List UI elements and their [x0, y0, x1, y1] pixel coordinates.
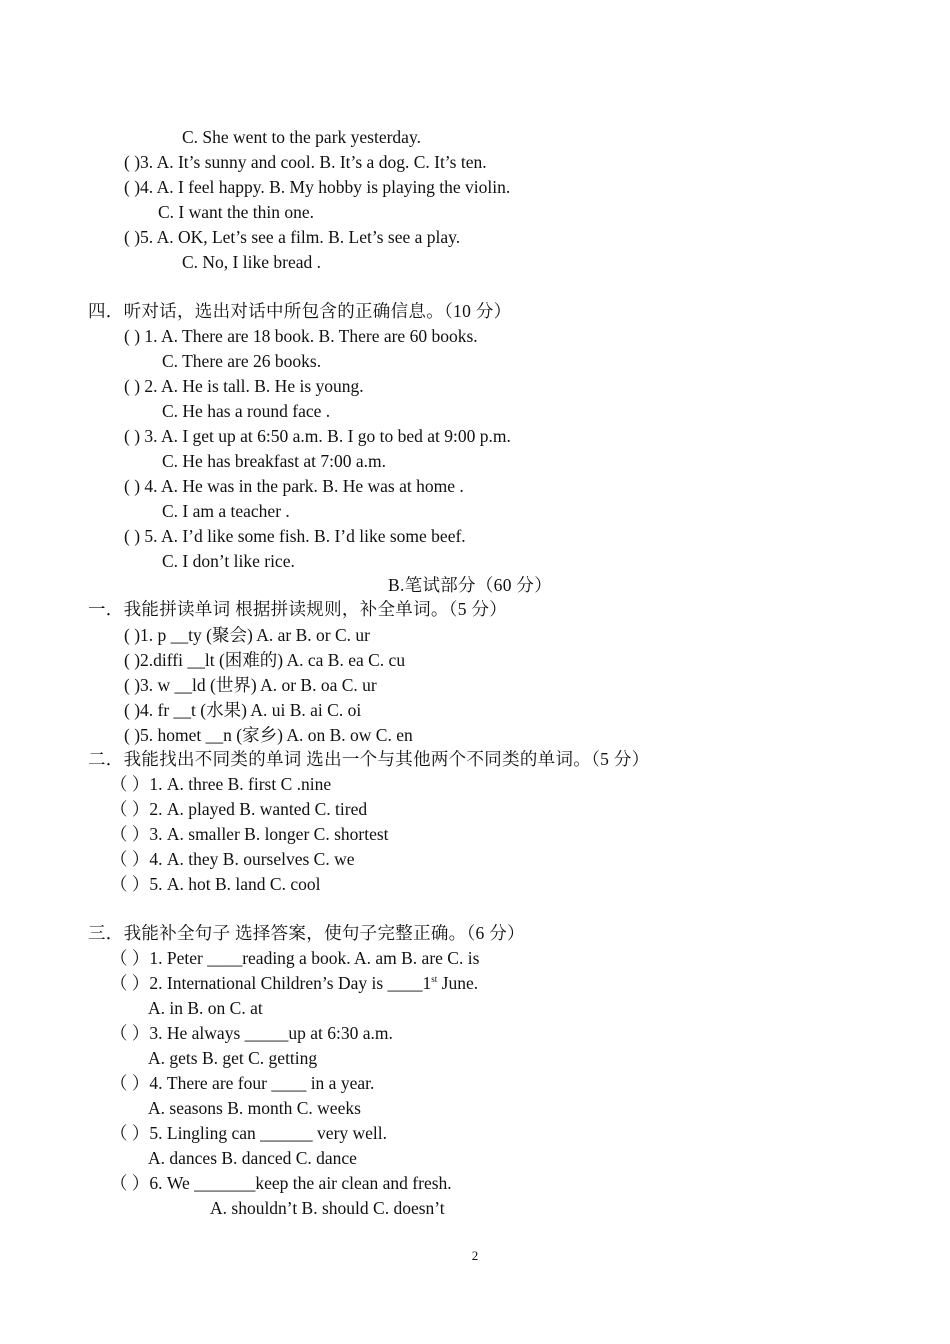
question-line — [182, 251, 321, 273]
question-line — [110, 1072, 374, 1094]
line-text: （ ）1. Peter ____reading a book. A. am B. are C. is — [110, 948, 480, 968]
line-text: A. in B. on C. at — [148, 998, 263, 1018]
question-line — [110, 798, 367, 820]
question-line — [110, 823, 389, 845]
line-text: A. gets B. get C. getting — [148, 1048, 318, 1068]
line-text: 四．听对话，选出对话中所包含的正确信息。（10 分） — [88, 301, 512, 321]
line-text: A. dances B. danced C. dance — [148, 1148, 357, 1168]
line-text: C. He has a round face . — [162, 401, 331, 421]
line-text: ( )3. A. It’s sunny and cool. B. It’s a dog. C. It’s ten. — [124, 152, 487, 172]
question-line — [162, 350, 321, 372]
line-text: 一．我能拼读单词 根据拼读规则，补全单词。（5 分） — [88, 599, 508, 619]
question-line — [124, 375, 364, 397]
question-line — [110, 972, 478, 994]
line-text: ( ) 3. A. I get up at 6:50 a.m. B. I go to bed at 9:00 p.m. — [124, 426, 511, 446]
line-text: C. No, I like bread . — [182, 252, 321, 272]
question-line — [148, 997, 263, 1019]
line-text-after: June. — [437, 973, 479, 993]
line-text: 二．我能找出不同类的单词 选出一个与其他两个不同类的单词。（5 分） — [88, 749, 650, 769]
line-text: C. I am a teacher . — [162, 501, 290, 521]
line-text: ( )1. p __ty (聚会) A. ar B. or C. ur — [124, 625, 370, 645]
question-line — [182, 126, 421, 148]
question-line — [124, 724, 413, 746]
line-text: （ ）3. A. smaller B. longer C. shortest — [110, 824, 389, 844]
line-text: （ ）6. We _______keep the air clean and fresh. — [110, 1173, 452, 1193]
line-text: C. I don’t like rice. — [162, 551, 295, 571]
question-line — [124, 151, 487, 173]
ordinal-suffix: st — [431, 974, 438, 985]
question-line — [124, 525, 466, 547]
section-heading — [88, 748, 649, 770]
line-text: ( ) 2. A. He is tall. B. He is young. — [124, 376, 364, 396]
question-line — [110, 873, 320, 895]
line-text: ( )2.diffi __lt (困难的) A. ca B. ea C. cu — [124, 650, 406, 670]
line-text: C. She went to the park yesterday. — [182, 127, 421, 147]
line-text: ( ) 5. A. I’d like some fish. B. I’d like some beef. — [124, 526, 466, 546]
question-line — [110, 1122, 387, 1144]
question-line — [124, 176, 510, 198]
question-line — [124, 624, 370, 646]
line-text: ( )4. A. I feel happy. B. My hobby is playing the violin. — [124, 177, 511, 197]
question-line — [210, 1197, 445, 1219]
question-line — [162, 450, 386, 472]
section-heading — [88, 598, 507, 620]
question-line — [110, 1172, 452, 1194]
line-text: （ ）4. A. they B. ourselves C. we — [110, 849, 355, 869]
page-number: 2 — [471, 1248, 479, 1263]
question-line — [110, 947, 479, 969]
line-text: （ ）2. International Children’s Day is ____1 — [110, 973, 432, 993]
line-text: ( )5. A. OK, Let’s see a film. B. Let’s see a play. — [124, 227, 461, 247]
section-heading — [88, 300, 511, 322]
line-text: （ ）5. A. hot B. land C. cool — [110, 874, 321, 894]
line-text: A. shouldn’t B. should C. doesn’t — [210, 1198, 445, 1218]
line-text: A. seasons B. month C. weeks — [148, 1098, 361, 1118]
question-line — [148, 1047, 317, 1069]
line-text: ( )3. w __ld (世界) A. or B. oa C. ur — [124, 675, 377, 695]
line-text: C. He has breakfast at 7:00 a.m. — [162, 451, 387, 471]
section-heading — [388, 574, 552, 596]
line-text: C. I want the thin one. — [158, 202, 315, 222]
question-line — [148, 1147, 357, 1169]
line-text: （ ）4. There are four ____ in a year. — [110, 1073, 375, 1093]
question-line — [162, 500, 290, 522]
line-text: B.笔试部分（60 分） — [388, 575, 553, 595]
line-text: ( )4. fr __t (水果) A. ui B. ai C. oi — [124, 700, 362, 720]
question-line — [162, 550, 295, 572]
question-line — [110, 848, 355, 870]
question-line — [124, 699, 361, 721]
line-text: 三．我能补全句子 选择答案，使句子完整正确。（6 分） — [88, 923, 525, 943]
line-text: （ ）3. He always _____up at 6:30 a.m. — [110, 1023, 393, 1043]
question-line — [110, 773, 331, 795]
line-text: （ ）1. A. three B. first C .nine — [110, 774, 332, 794]
line-text: ( ) 4. A. He was in the park. B. He was at home . — [124, 476, 464, 496]
line-text: C. There are 26 books. — [162, 351, 322, 371]
question-line — [162, 400, 330, 422]
line-text: （ ）5. Lingling can ______ very well. — [110, 1123, 388, 1143]
question-line — [124, 425, 511, 447]
question-line — [148, 1097, 361, 1119]
line-text: ( ) 1. A. There are 18 book. B. There are 60 books. — [124, 326, 478, 346]
question-line — [110, 1022, 393, 1044]
line-text: （ ）2. A. played B. wanted C. tired — [110, 799, 368, 819]
question-line — [124, 649, 405, 671]
question-line — [124, 674, 377, 696]
question-line — [124, 226, 460, 248]
question-line — [124, 325, 478, 347]
question-line — [124, 475, 464, 497]
line-text: ( )5. homet __n (家乡) A. on B. ow C. en — [124, 725, 413, 745]
question-line — [158, 201, 314, 223]
section-heading — [88, 922, 525, 944]
